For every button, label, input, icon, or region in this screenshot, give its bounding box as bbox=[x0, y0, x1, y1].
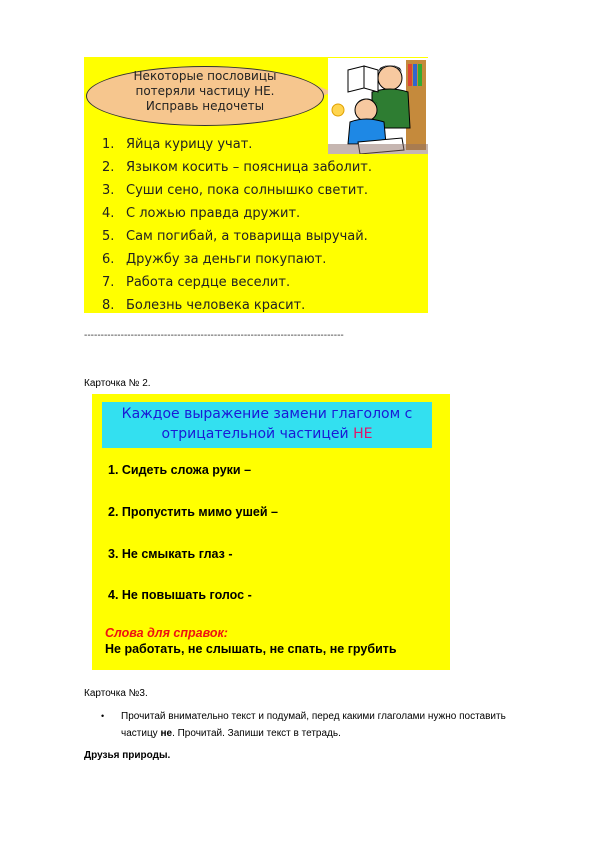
card-2-caption: Карточка № 2. bbox=[84, 378, 151, 389]
list-item: 7. Работа сердце веселит. bbox=[102, 275, 291, 290]
task-text: Прочитай внимательно текст и подумай, перед какими глаголами нужно поставить частицу не. Прочитай. Запиши текст в тетрадь. bbox=[121, 711, 506, 739]
expression-item: 1. Сидеть сложа руки – bbox=[108, 463, 252, 477]
bold-ne: не bbox=[160, 728, 173, 739]
expression-item: 3. Не смыкать глаз - bbox=[108, 547, 233, 561]
bullet-icon: • bbox=[101, 711, 105, 721]
list-item: 4. С ложью правда дружит. bbox=[102, 206, 301, 221]
bubble-line: потеряли частицу НЕ. bbox=[135, 84, 275, 98]
expression-item: 2. Пропустить мимо ушей – bbox=[108, 505, 278, 519]
heading-line: отрицательной частицей НЕ bbox=[161, 426, 373, 442]
speech-bubble bbox=[86, 66, 324, 126]
separator-line: ------------------------------------------------------------------------------ bbox=[84, 330, 344, 341]
list-item: 8. Болезнь человека красит. bbox=[102, 298, 306, 313]
bubble-line: Некоторые пословицы bbox=[133, 69, 277, 83]
list-item: 3. Суши сено, пока солнышко светит. bbox=[102, 183, 369, 198]
proverbs-list bbox=[102, 136, 432, 320]
heading-line: Каждое выражение замени глаголом с bbox=[121, 406, 413, 422]
list-item: 5. Сам погибай, а товарища выручай. bbox=[102, 229, 368, 244]
reference-label: Слова для справок: bbox=[105, 626, 228, 640]
list-item: 1. Яйца курицу учат. bbox=[102, 137, 253, 152]
reference-words: Не работать, не слышать, не спать, не грубить bbox=[105, 642, 397, 656]
card-2-heading bbox=[102, 402, 432, 448]
list-item: 2. Языком косить – поясница заболит. bbox=[102, 160, 372, 175]
card-3-caption: Карточка №3. bbox=[84, 688, 148, 699]
ne-particle: НЕ bbox=[353, 426, 373, 442]
expression-item: 4. Не повышать голос - bbox=[108, 588, 252, 602]
story-title: Друзья природы. bbox=[84, 750, 171, 761]
bubble-line: Исправь недочеты bbox=[145, 99, 265, 113]
list-item: 6. Дружбу за деньги покупают. bbox=[102, 252, 327, 267]
